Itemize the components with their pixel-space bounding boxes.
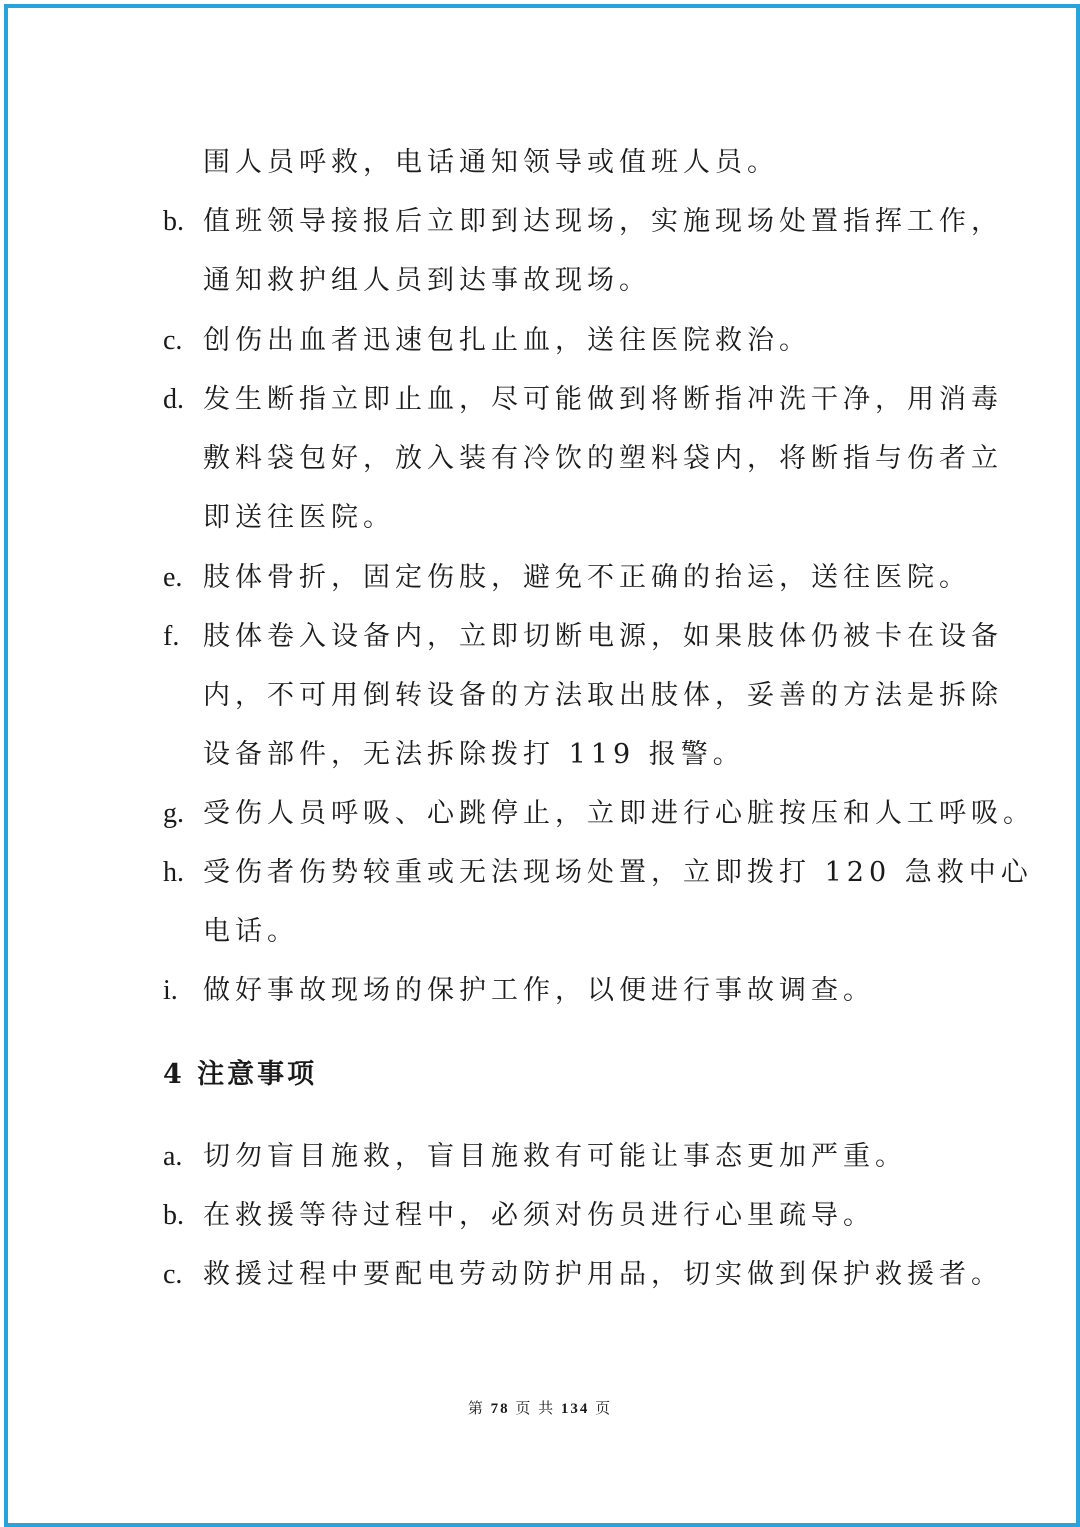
footer-middle: 页 共: [515, 1401, 556, 1417]
list-marker: b.: [163, 1200, 184, 1231]
list-item-text: 受伤人员呼吸、心跳停止，立即进行心脏按压和人工呼吸。: [203, 798, 1035, 829]
list-marker: c.: [163, 325, 183, 356]
notice-item-b: [163, 1193, 943, 1232]
list-item-f: [163, 614, 1003, 653]
footer-suffix: 页: [595, 1401, 613, 1417]
list-item-f-continuation: 设备部件，无法拆除拨打 119 报警。: [203, 739, 745, 770]
list-item-text: 救援过程中要配电劳动防护用品，切实做到保护救援者。: [203, 1259, 1003, 1290]
list-item-h-continuation: 电话。: [203, 916, 299, 947]
list-item-i: [163, 968, 943, 1007]
list-item-text: 发生断指立即止血，尽可能做到将断指冲洗干净，用消毒: [203, 384, 1003, 415]
list-item-d-continuation: 敷料袋包好，放入装有冷饮的塑料袋内，将断指与伤者立: [203, 443, 1003, 474]
list-item-text: 在救援等待过程中，必须对伤员进行心里疏导。: [203, 1200, 875, 1231]
list-item-text: 做好事故现场的保护工作，以便进行事故调查。: [203, 975, 875, 1006]
list-marker: d.: [163, 384, 184, 415]
page-footer: [0, 1397, 1080, 1418]
list-item-b: [163, 199, 1003, 238]
notice-item-a: [163, 1134, 943, 1173]
list-item-d: [163, 377, 1003, 416]
list-item-d-continuation: 即送往医院。: [203, 502, 395, 533]
list-item-c: [163, 318, 943, 357]
list-item-h: [163, 850, 1033, 889]
section-heading: 4 注意事项: [163, 1059, 318, 1090]
list-marker: c.: [163, 1259, 183, 1290]
list-marker: b.: [163, 206, 184, 237]
list-marker: e.: [163, 562, 183, 593]
list-marker: h.: [163, 857, 184, 888]
list-marker: a.: [163, 1141, 183, 1172]
footer-prefix: 第: [467, 1401, 485, 1417]
list-item-a-continuation: 围人员呼救，电话通知领导或值班人员。: [203, 147, 779, 178]
total-page-number: 134: [560, 1401, 590, 1417]
list-marker: g.: [163, 798, 184, 829]
list-item-g: [163, 791, 1035, 830]
list-item-b-continuation: 通知救护组人员到达事故现场。: [203, 265, 651, 296]
list-item-text: 切勿盲目施救，盲目施救有可能让事态更加严重。: [203, 1141, 907, 1172]
list-marker: f.: [163, 621, 180, 652]
list-marker: i.: [163, 975, 178, 1006]
list-item-text: 创伤出血者迅速包扎止血，送往医院救治。: [203, 325, 811, 356]
list-item-text: 受伤者伤势较重或无法现场处置，立即拨打 120 急救中心: [203, 857, 1033, 888]
list-item-text: 值班领导接报后立即到达现场，实施现场处置指挥工作，: [203, 206, 1003, 237]
list-item-text: 肢体骨折，固定伤肢，避免不正确的抬运，送往医院。: [203, 562, 971, 593]
list-item-text: 肢体卷入设备内，立即切断电源，如果肢体仍被卡在设备: [203, 621, 1003, 652]
notice-item-c: [163, 1252, 1003, 1291]
list-item-e: [163, 555, 971, 594]
list-item-f-continuation: 内，不可用倒转设备的方法取出肢体，妥善的方法是拆除: [203, 680, 1003, 711]
current-page-number: 78: [490, 1401, 510, 1417]
